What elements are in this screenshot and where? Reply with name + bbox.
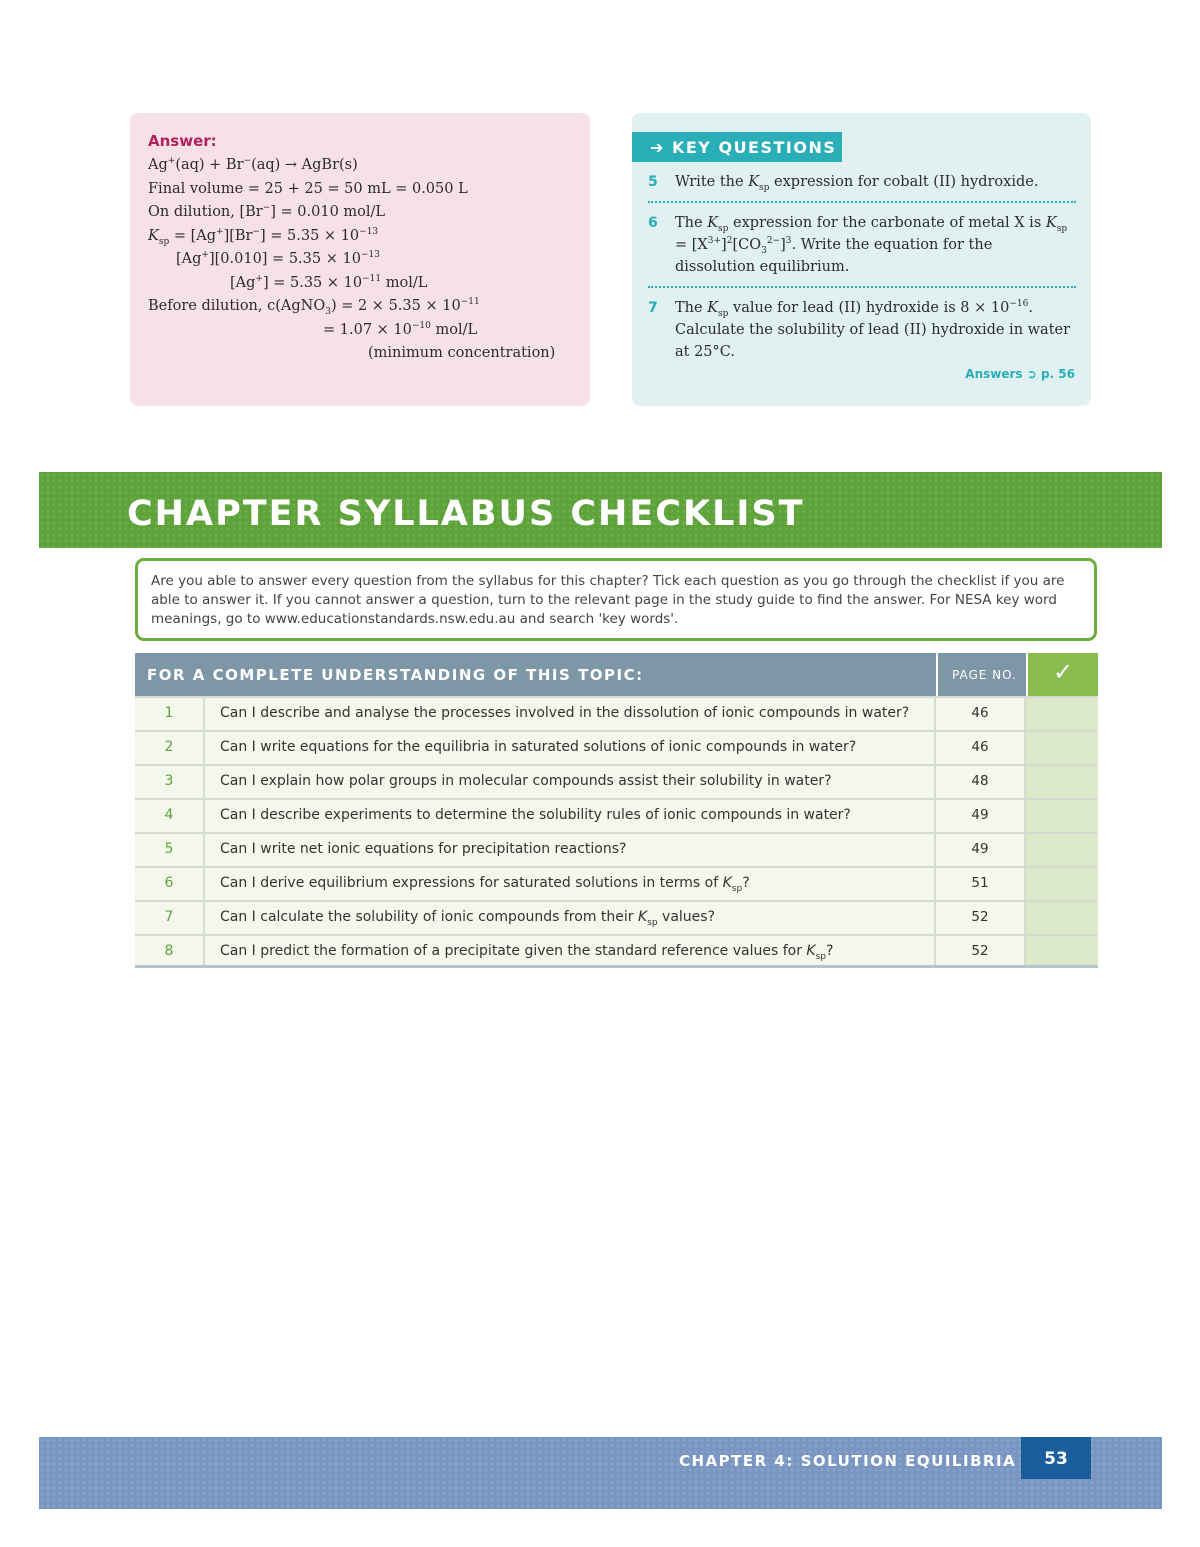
header-topic: FOR A COMPLETE UNDERSTANDING OF THIS TOPIC: [135, 653, 936, 696]
answer-line-9: (minimum concentration) [368, 345, 556, 361]
table-row: 5 Can I write net ionic equations for precipitation reactions? 49 [135, 832, 1098, 866]
page-footer [39, 1437, 1162, 1509]
banner-title: CHAPTER SYLLABUS CHECKLIST [127, 494, 805, 534]
tick-box[interactable] [1026, 800, 1098, 832]
answer-line-8: = $1.07 \times 10^{-10}$ mol/L [323, 320, 478, 338]
tick-box[interactable] [1026, 834, 1098, 866]
table-row: 8 Can I predict the formation of a precipitate given the standard reference values for $K_{sp}$? 52 [135, 934, 1098, 968]
footer-chapter-title: CHAPTER 4: SOLUTION EQUILIBRIA [679, 1452, 1017, 1470]
table-row: 4 Can I describe experiments to determine the solubility rules of ionic compounds in water? 49 [135, 798, 1098, 832]
intro-box: Are you able to answer every question from the syllabus for this chapter? Tick each question as you go through the checklist if you are able to answer it. If you cannot answer a question, turn to the relevant page in the study guide to find the answer. For NESA key word meanings, go to www.educationstandards.nsw.edu.au and search 'key words'. [135, 558, 1097, 641]
header-page-no: PAGE NO. [936, 653, 1026, 696]
answers-reference-link[interactable]: Answers ➲ p. 56 [965, 367, 1075, 381]
tick-box[interactable] [1026, 766, 1098, 798]
tick-box[interactable] [1026, 936, 1098, 965]
tick-box[interactable] [1026, 732, 1098, 764]
table-header [135, 653, 1098, 696]
key-question-6: 6 The $K_{sp}$ expression for the carbonate of metal X is $K_{sp} = [X^{3+}]^2[CO_3^{2-}]^3$. Write the equation for the dissolution equilibrium. [648, 201, 1076, 286]
answer-line-5: $[Ag^+][0.010] = 5.35 \times 10^{-13}$ [176, 250, 380, 267]
answer-box [130, 113, 590, 406]
key-questions-box [632, 113, 1091, 406]
answer-title: Answer: [148, 132, 217, 150]
answer-line-4: $K_{sp} = [Ag^+][Br^-] = 5.35 \times 10^{-13}$ [148, 226, 379, 247]
key-question-7: 7 The $K_{sp}$ value for lead (II) hydroxide is $8 \times 10^{-16}$. Calculate the solubility of lead (II) hydroxide in water at 25°C. [648, 286, 1076, 371]
table-row: 2 Can I write equations for the equilibria in saturated solutions of ionic compounds in water? 46 [135, 730, 1098, 764]
answer-line-7: Before dilution, c(AgNO$_3$) = $2 \times 5.35 \times 10^{-11}$ [148, 297, 480, 317]
tick-box[interactable] [1026, 698, 1098, 730]
table-row: 6 Can I derive equilibrium expressions for saturated solutions in terms of $K_{sp}$? 51 [135, 866, 1098, 900]
chapter-checklist-banner [39, 472, 1162, 548]
answer-line-6: $[Ag^+] = 5.35 \times 10^{-11}$ mol/L [230, 273, 428, 291]
key-questions-list [648, 171, 1076, 371]
table-row: 3 Can I explain how polar groups in molecular compounds assist their solubility in water? 48 [135, 764, 1098, 798]
table-row: 1 Can I describe and analyse the processes involved in the dissolution of ionic compounds in water? 46 [135, 696, 1098, 730]
key-questions-tab: ➔ KEY QUESTIONS [632, 132, 842, 162]
tick-box[interactable] [1026, 902, 1098, 934]
key-question-5: 5 Write the $K_{sp}$ expression for cobalt (II) hydroxide. [648, 174, 1039, 193]
footer-page-number: 53 [1021, 1437, 1091, 1479]
checklist-table [135, 653, 1098, 968]
header-check-icon: ✓ [1026, 653, 1098, 696]
answer-line-3: On dilution, [Br−] = 0.010 mol/L [148, 203, 386, 220]
table-row: 7 Can I calculate the solubility of ionic compounds from their $K_{sp}$ values? 52 [135, 900, 1098, 934]
answer-line-1: Ag+(aq) + Br−(aq) → AgBr(s) [148, 156, 358, 173]
answer-line-2: Final volume = 25 + 25 = 50 mL = 0.050 L [148, 180, 468, 197]
tick-box[interactable] [1026, 868, 1098, 900]
